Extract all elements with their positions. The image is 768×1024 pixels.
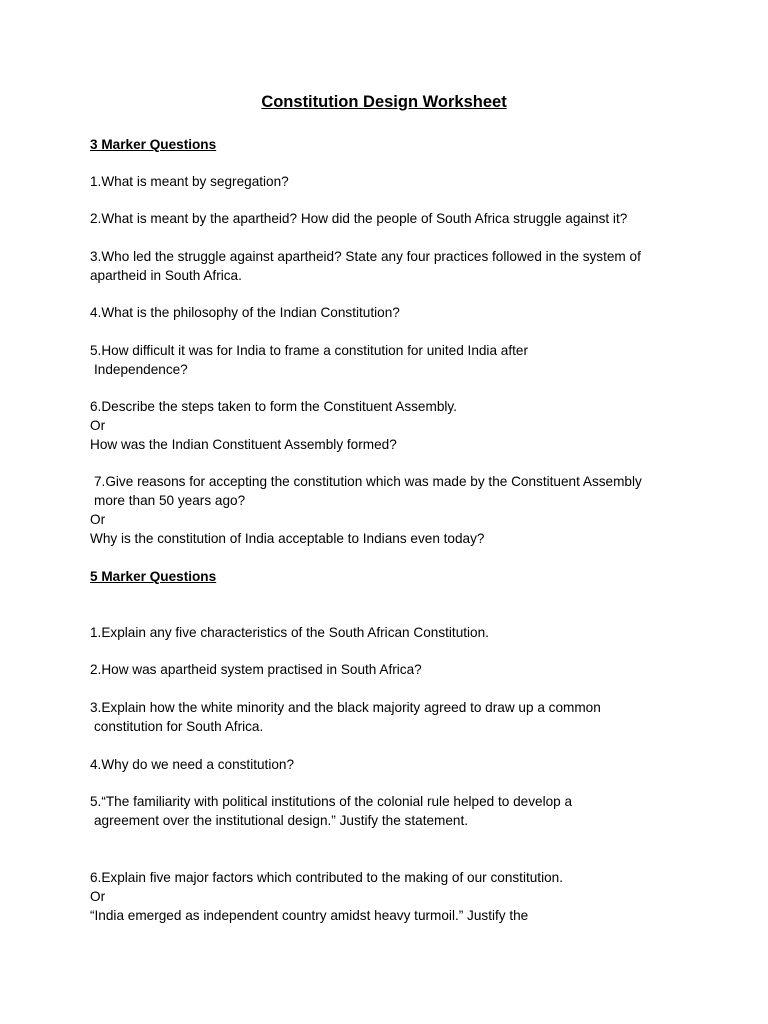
question-line: Why is the constitution of India acceptable to Indians even today? <box>90 531 485 546</box>
section-heading-5-marker: 5 Marker Questions <box>90 569 217 584</box>
question-line: “India emerged as independent country amidst heavy turmoil.” Justify the <box>90 908 529 923</box>
question-line: 5.“The familiarity with political institutions of the colonial rule helped to develop a <box>90 794 573 809</box>
question-line: agreement over the institutional design.” Justify the statement. <box>94 813 469 828</box>
question-line: 6.Explain five major factors which contributed to the making of our constitution. <box>90 870 564 885</box>
question-line: 1.Explain any five characteristics of the South African Constitution. <box>90 625 489 640</box>
question-line: 7.Give reasons for accepting the constitution which was made by the Constituent Assembly <box>94 474 642 489</box>
question-line: 2.How was apartheid system practised in South Africa? <box>90 662 422 677</box>
question-line: 3.Explain how the white minority and the black majority agreed to draw up a common <box>90 700 601 715</box>
or-separator: Or <box>90 889 106 904</box>
question-line: 1.What is meant by segregation? <box>90 174 289 189</box>
or-separator: Or <box>90 512 106 527</box>
question-line: 6.Describe the steps taken to form the Constituent Assembly. <box>90 399 457 414</box>
question-line: constitution for South Africa. <box>94 719 264 734</box>
section-heading-3-marker: 3 Marker Questions <box>90 137 217 152</box>
or-separator: Or <box>90 418 106 433</box>
question-line: 2.What is meant by the apartheid? How did the people of South Africa struggle against it? <box>90 211 628 226</box>
question-line: more than 50 years ago? <box>94 493 246 508</box>
page-title: Constitution Design Worksheet <box>261 93 507 111</box>
question-line: Independence? <box>94 362 188 377</box>
question-line: 3.Who led the struggle against apartheid? State any four practices followed in the system of <box>90 249 641 264</box>
question-line: 5.How difficult it was for India to frame a constitution for united India after <box>90 343 528 358</box>
question-line: 4.Why do we need a constitution? <box>90 757 295 772</box>
question-line: How was the Indian Constituent Assembly formed? <box>90 437 397 452</box>
question-line: apartheid in South Africa. <box>90 268 242 283</box>
question-line: 4.What is the philosophy of the Indian Constitution? <box>90 305 400 320</box>
